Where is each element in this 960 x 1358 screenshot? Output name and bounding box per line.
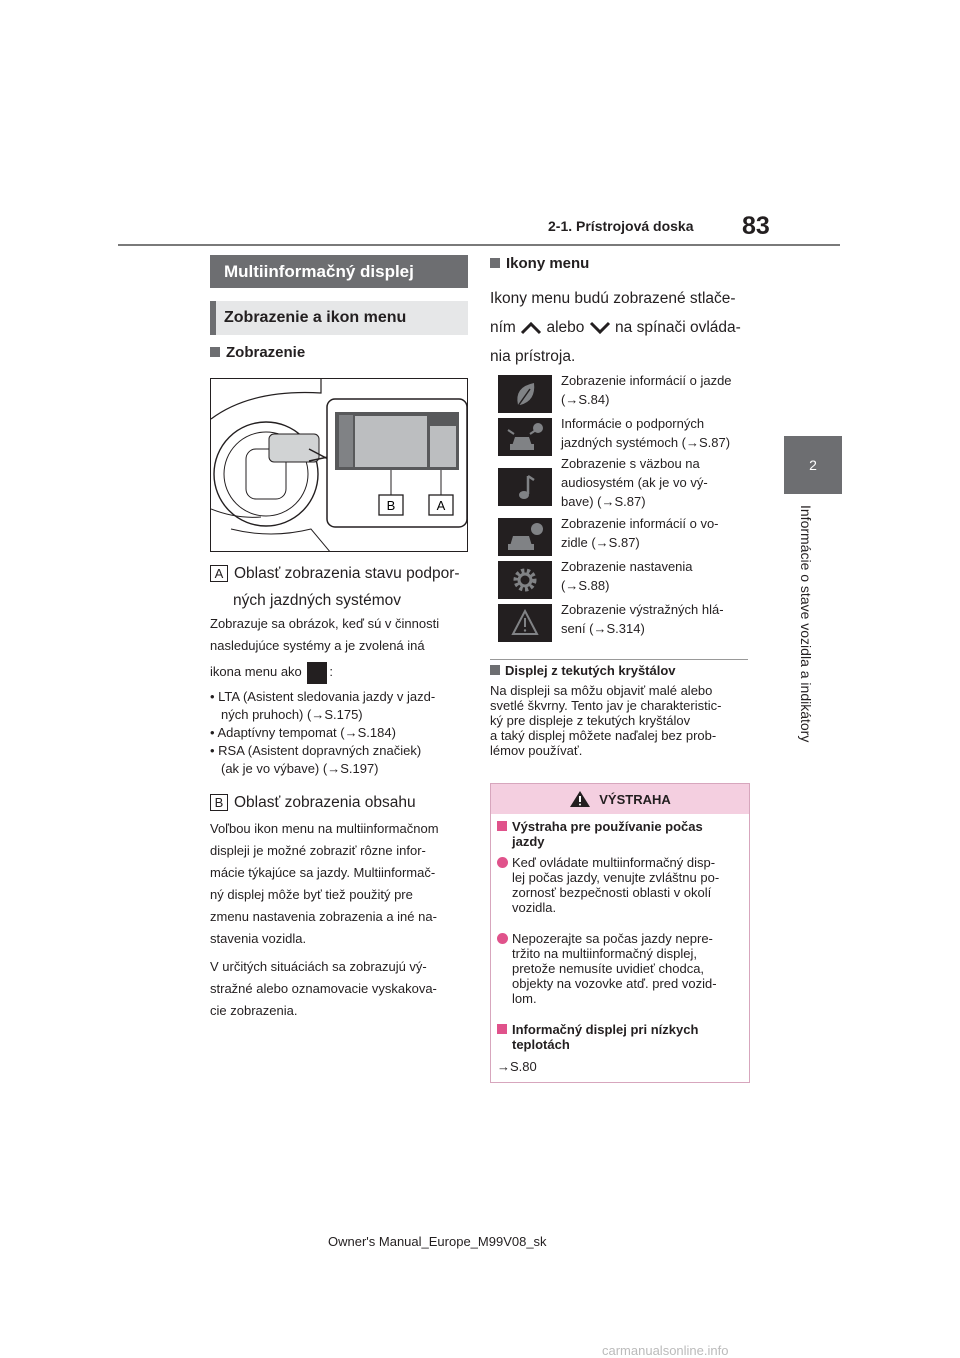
item-b-heading: B Oblasť zobrazenia obsahu <box>210 789 416 816</box>
warning-icon <box>498 604 552 642</box>
square-bullet-icon <box>210 347 220 357</box>
warning-heading-2: Informačný displej pri nízkych teplotách <box>497 1022 745 1052</box>
round-bullet-icon <box>497 857 508 868</box>
menu-item-desc: Zobrazenie informácií o jazde (→S.84) <box>561 373 732 407</box>
menu-icon-warnings <box>498 604 552 642</box>
lcd-heading: Displej z tekutých kryštálov <box>490 663 676 678</box>
menu-item-desc: Informácie o podporných jazdných systémoch (→S.87) <box>561 416 731 450</box>
menu-icon-driving-info <box>498 375 552 413</box>
letter-a-box: A <box>210 565 228 582</box>
warning-header: VÝSTRAHA <box>491 784 749 814</box>
letter-b-box: B <box>210 794 228 811</box>
watermark: carmanualsonline.info <box>602 1343 729 1358</box>
page-number: 83 <box>742 212 770 240</box>
chevron-down-icon <box>589 321 611 335</box>
item-a-description: Zobrazuje sa obrázok, keď sú v činnosti nasledujúce systémy a je zvolená iná ikona menu ako : <box>210 613 472 684</box>
warning-reference[interactable]: →S.80 <box>497 1059 537 1074</box>
footer-text: Owner's Manual_Europe_M99V08_sk <box>328 1234 547 1249</box>
car-assist-icon <box>307 662 327 684</box>
header-section-title: 2-1. Prístrojová doska <box>548 218 694 234</box>
header-rule <box>118 244 840 246</box>
list-item: (ak je vo výbave) (→S.197) <box>221 761 379 776</box>
gear-icon <box>498 561 552 599</box>
menu-item-desc: Zobrazenie informácií o vo- zidle (→S.87) <box>561 516 719 550</box>
warning-box <box>490 783 750 1083</box>
list-item: ných pruhoch) (→S.175) <box>221 707 363 722</box>
round-bullet-icon <box>497 933 508 944</box>
dashboard-illustration <box>210 378 468 552</box>
figure-label-b: B <box>386 498 396 513</box>
warning-heading-1: Výstraha pre používanie počas jazdy <box>497 819 745 849</box>
warning-triangle-icon <box>569 790 591 808</box>
dashboard-drawing <box>211 379 468 552</box>
warning-paragraph-2: Nepozerajte sa počas jazdy nepre- tržito na multiinformačný displej, pretože nemusíte uvidieť chodca, objekty na vozovke atď. pred vozid- lom. <box>497 931 745 1006</box>
sub-banner: Zobrazenie a ikon menu <box>210 301 468 335</box>
item-a-heading: A Oblasť zobrazenia stavu podpor- ných jazdných systémov <box>210 560 472 614</box>
heading-zobrazenie: Zobrazenie <box>210 344 305 361</box>
warning-paragraph-1: Keď ovládate multiinformačný disp- lej počas jazdy, venujte zvláštnu po- zornosť bezpečnosti oblasti v okolí vozidla. <box>497 855 745 915</box>
section-banner: Multiinformačný displej <box>210 255 468 288</box>
square-bullet-icon <box>490 665 500 675</box>
square-bullet-icon <box>497 821 507 831</box>
car-info-icon <box>498 518 552 556</box>
divider <box>490 659 748 660</box>
menu-icon-settings <box>498 561 552 599</box>
car-assist-icon <box>498 418 552 456</box>
list-item: • LTA (Asistent sledovania jazdy v jazd- <box>210 689 436 704</box>
chapter-title: Informácie o stave vozidla a indikátory <box>798 505 814 743</box>
music-note-icon <box>498 468 552 506</box>
chevron-up-icon <box>520 321 542 335</box>
heading-ikony-menu: Ikony menu <box>490 255 589 272</box>
item-b-description: Voľbou ikon menu na multiinformačnom displeji je možné zobraziť rôzne infor- mácie týkajúce sa jazdy. Multiinformač- ný displej môže byť tiež použitý pre zmenu nastavenia zobrazenia a iné na- stavenia vozidla. V určitých situáciách sa zobrazujú vý- stražné alebo oznamovacie vyskakova- cie zobrazenia. <box>210 821 439 1018</box>
menu-icon-audio <box>498 468 552 506</box>
square-bullet-icon <box>497 1024 507 1034</box>
chapter-tab[interactable]: 2 <box>784 436 842 494</box>
menu-item-desc: Zobrazenie s väzbou na audiosystém (ak je vo vý- bave) (→S.87) <box>561 456 708 509</box>
list-item: • Adaptívny tempomat (→S.184) <box>210 725 396 740</box>
leaf-icon <box>498 375 552 413</box>
menu-icon-vehicle <box>498 518 552 556</box>
menu-item-desc: Zobrazenie nastavenia (→S.88) <box>561 559 693 593</box>
menu-icon-assist <box>498 418 552 456</box>
figure-label-a: A <box>436 498 446 513</box>
menu-intro: Ikony menu budú zobrazené stlače- ním alebo na spínači ovláda- nia prístroja. <box>490 290 741 365</box>
square-bullet-icon <box>490 258 500 268</box>
systems-list <box>210 688 472 778</box>
menu-item-desc: Zobrazenie výstražných hlá- sení (→S.314) <box>561 602 724 636</box>
list-item: • RSA (Asistent dopravných značiek) <box>210 743 422 758</box>
lcd-text: Na displeji sa môžu objaviť malé alebo svetlé škvrny. Tento jav je charakteristic- ký pre displeje z tekutých kryštálov a taký displej môžete naďalej bez prob- lémov používať. <box>490 683 722 758</box>
